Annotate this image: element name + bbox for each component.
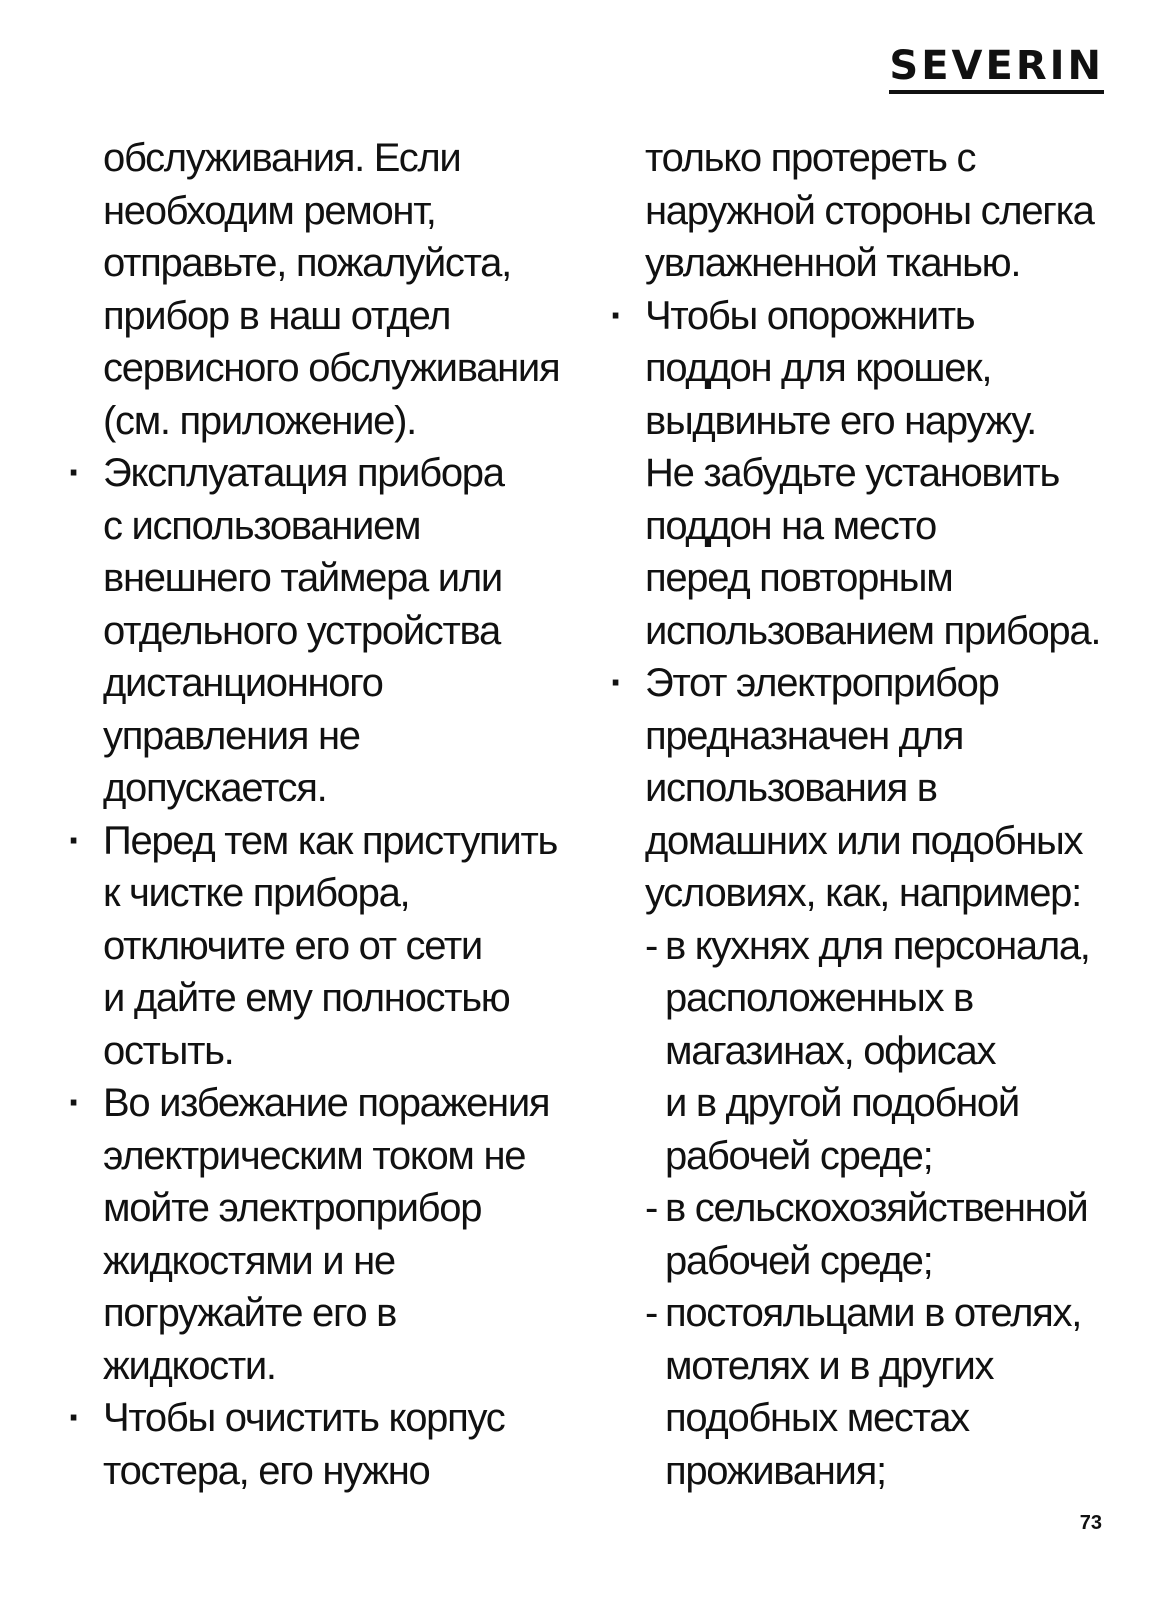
- bullet-marker: ·: [68, 451, 81, 495]
- sub-list-item-text: постояльцами в отелях, мотелях и в других подобных местах проживания;: [665, 1291, 1082, 1493]
- dash-marker: -: [645, 1291, 658, 1335]
- list-item: [56, 1077, 566, 1392]
- sub-list-item-text: в кухнях для персонала, расположенных в магазинах, офисах и в другой подобной рабочей среде;: [665, 923, 1090, 1178]
- list-item-text: Перед тем как приступить к чистке прибора, отключите его от сети и дайте ему полностью остыть.: [103, 818, 558, 1073]
- dash-marker: -: [645, 923, 658, 968]
- right-column: [598, 132, 1108, 1497]
- list-item-text: Во избежание поражения электрическим током не мойте электроприбор жидкостями и не погружайте его в жидкости.: [103, 1081, 550, 1388]
- sub-list-item: [598, 1182, 1108, 1287]
- list-item: [598, 290, 1108, 658]
- list-item-text: Чтобы очистить корпус тостера, его нужно: [103, 1396, 505, 1493]
- list-item-text: Этот электроприбор предназначен для использования в домашних или подобных условиях, как, например:: [645, 661, 1083, 915]
- sub-list-item: [598, 1287, 1108, 1497]
- list-item-text: Чтобы опорожнить поддон для крошек, выдвиньте его наружу. Не забудьте установить поддон на место перед повторным использованием прибора.: [645, 293, 1101, 653]
- right-continuation-text: только протереть с наружной стороны слегка увлажненной тканью.: [645, 136, 1094, 285]
- list-item: [56, 1392, 566, 1497]
- bullet-marker: ·: [610, 661, 623, 705]
- severin-logo: SEVERIN: [889, 44, 1104, 94]
- sub-list-item-text: в сельскохозяйственной рабочей среде;: [665, 1186, 1088, 1283]
- list-item: [56, 447, 566, 815]
- left-continuation-text: обслуживания. Если необходим ремонт, отправьте, пожалуйста, прибор в наш отдел сервисного обслуживания (см. приложение).: [103, 136, 560, 443]
- list-item: [598, 657, 1108, 920]
- list-item: [56, 815, 566, 1078]
- bullet-marker: ·: [68, 1081, 81, 1125]
- sub-list-item: [598, 920, 1108, 1183]
- list-item-text: Эксплуатация прибора с использованием внешнего таймера или отдельного устройства дистанционного управления не допускается.: [103, 451, 504, 810]
- dash-marker: -: [645, 1186, 658, 1230]
- bullet-marker: ·: [68, 818, 81, 863]
- left-column: [56, 132, 566, 1497]
- bullet-marker: ·: [68, 1396, 81, 1440]
- page-number: 73: [1079, 1512, 1102, 1534]
- bullet-marker: ·: [610, 293, 623, 338]
